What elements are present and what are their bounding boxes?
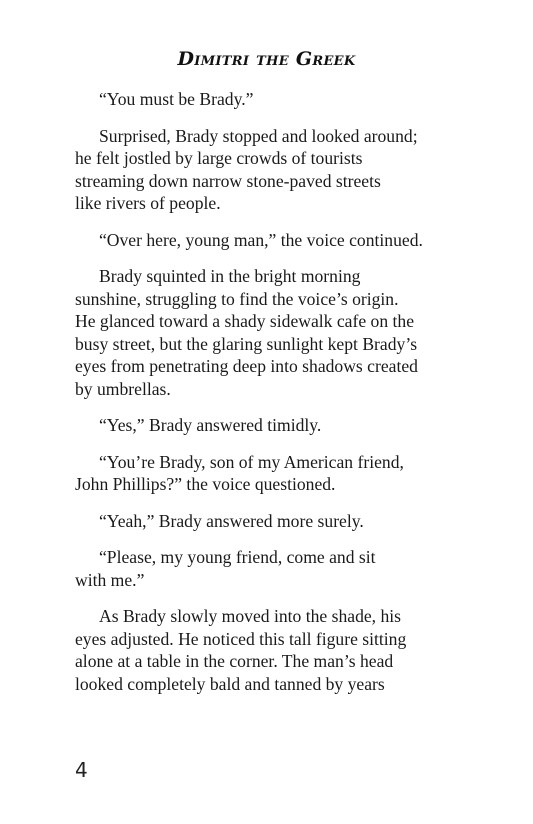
text-line: “Yes,” Brady answered timidly. [99, 415, 322, 435]
text-line: “Please, my young friend, come and sit [99, 547, 376, 567]
page-number: 4 [75, 758, 88, 782]
text-line: busy street, but the glaring sunlight kept Brady’s [75, 333, 418, 354]
paragraph [75, 510, 470, 533]
text-line: with me.” [75, 569, 145, 590]
text-line: like rivers of people. [75, 193, 221, 213]
paragraph [75, 229, 470, 252]
text-line: alone at a table in the corner. The man’s head [75, 651, 394, 671]
paragraph [75, 451, 470, 496]
text-line: “You must be Brady.” [99, 89, 254, 109]
paragraph [75, 414, 470, 437]
text-line: by umbrellas. [75, 378, 171, 399]
text-line: “Over here, young man,” the voice continued. [99, 229, 423, 250]
paragraph [75, 88, 470, 111]
text-line: Surprised, Brady stopped and looked around; [99, 125, 418, 146]
text-line: he felt jostled by large crowds of tourists [75, 148, 363, 168]
text-line: Brady squinted in the bright morning [99, 266, 361, 286]
text-line: As Brady slowly moved into the shade, his [99, 606, 401, 626]
paragraph [75, 265, 470, 400]
text-line: He glanced toward a shady sidewalk cafe on the [75, 311, 415, 331]
paragraph [75, 125, 470, 215]
paragraph [75, 605, 470, 695]
chapter-title: Dimitri the Greek [177, 48, 356, 70]
text-line: eyes adjusted. He noticed this tall figure sitting [75, 628, 407, 649]
text-line: John Phillips?” the voice questioned. [75, 474, 336, 494]
body-text [75, 88, 470, 709]
text-line: eyes from penetrating deep into shadows created [75, 356, 418, 376]
text-line: sunshine, struggling to find the voice’s origin. [75, 288, 399, 309]
text-line: “You’re Brady, son of my American friend, [99, 451, 404, 472]
text-line: streaming down narrow stone-paved streets [75, 170, 381, 191]
paragraph [75, 546, 470, 591]
text-line: “Yeah,” Brady answered more surely. [99, 510, 364, 531]
text-line: looked completely bald and tanned by years [75, 673, 385, 694]
